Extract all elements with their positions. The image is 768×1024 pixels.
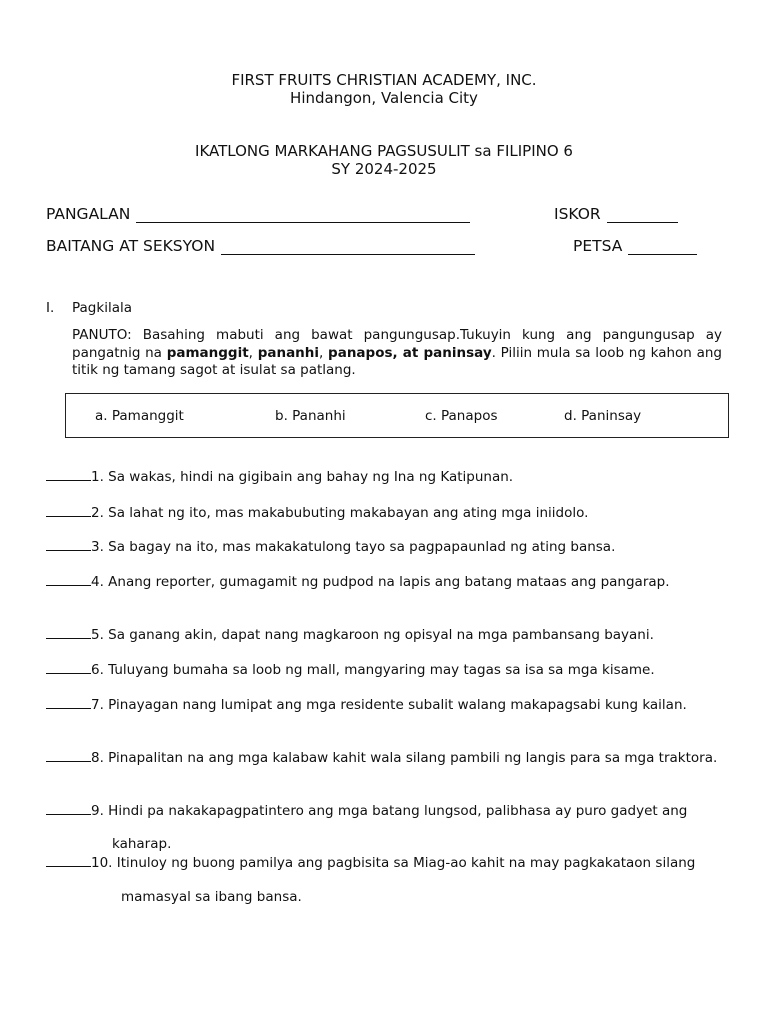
section-title: Pagkilala [72,300,132,316]
question-item-5 [46,625,722,645]
question-item-1 [46,467,722,487]
answer-blank[interactable] [46,801,91,815]
answer-blank[interactable] [46,537,91,551]
answer-blank[interactable] [46,572,91,586]
instructions-sep: , [319,344,329,361]
question-text: 9. Hindi pa nakakapagpatintero ang mga batang lungsod, palibhasa ay puro gadyet ang [91,803,688,819]
question-item-4 [46,572,722,592]
name-field[interactable] [46,205,470,223]
grade-section-field[interactable] [46,237,475,255]
choice-c: c. Panapos [425,408,498,424]
question-item-10-continuation: mamasyal sa ibang bansa. [121,889,302,905]
score-field[interactable] [554,205,678,223]
school-name: FIRST FRUITS CHRISTIAN ACADEMY, INC. [231,71,537,89]
instructions-text: . Piliin mula sa loob ng kahon ang titik ng tamang sagot at isulat sa patlang. [72,344,722,378]
score-label: ISKOR [554,205,601,223]
name-label: PANGALAN [46,205,131,223]
instructions-bold-pananhi: pananhi [257,344,320,361]
school-location: Hindangon, Valencia City [290,89,478,107]
question-text: 8. Pinapalitan na ang mga kalabaw kahit wala silang pambili ng langis para sa mga traktora. [91,750,718,766]
choice-d: d. Paninsay [564,408,642,424]
name-blank[interactable] [136,207,470,223]
question-item-3 [46,537,722,557]
instructions-bold-pamanggit: pamanggit [166,344,249,361]
section-number: I. [46,300,55,316]
answer-blank[interactable] [46,660,91,674]
question-item-6 [46,660,722,680]
date-field[interactable] [573,237,697,255]
question-item-9-continuation: kaharap. [112,836,172,852]
question-item-8 [46,748,722,768]
question-text: 2. Sa lahat ng ito, mas makabubuting makabayan ang ating mga iniidolo. [91,505,589,521]
question-text: 3. Sa bagay na ito, mas makakatulong tayo sa pagpapaunlad ng ating bansa. [91,539,616,555]
instructions-bold-panapos: panapos, at paninsay [328,344,492,361]
question-text: 4. Anang reporter, gumagamit ng pudpod na lapis ang batang mataas ang pangarap. [91,574,670,590]
school-year: SY 2024-2025 [331,160,437,178]
question-item-7 [46,695,722,715]
answer-blank[interactable] [46,695,91,709]
choices-box [65,393,729,438]
question-text: 6. Tuluyang bumaha sa loob ng mall, mangyaring may tagas sa isa sa mga kisame. [91,662,655,678]
question-text: 7. Pinayagan nang lumipat ang mga residente subalit walang makapagsabi kung kailan. [91,697,687,713]
question-item-9 [46,801,722,821]
date-blank[interactable] [628,239,697,255]
instructions-text: PANUTO: Basahing mabuti ang bawat pangungusap.Tukuyin kung ang pangungusap ay pangatnig na [72,327,722,361]
question-text: 5. Sa ganang akin, dapat nang magkaroon ng opisyal na mga pambansang bayani. [91,627,654,643]
question-item-2 [46,503,722,523]
instructions [72,327,722,380]
question-text: 1. Sa wakas, hindi na gigibain ang bahay ng Ina ng Katipunan. [91,469,514,485]
answer-blank[interactable] [46,853,91,867]
exam-title: IKATLONG MARKAHANG PAGSUSULIT sa FILIPINO 6 [195,142,573,160]
choice-b: b. Pananhi [275,408,346,424]
choice-a: a. Pamanggit [95,408,184,424]
answer-blank[interactable] [46,748,91,762]
date-label: PETSA [573,237,623,255]
instructions-sep: , [248,344,258,361]
answer-blank[interactable] [46,467,91,481]
answer-blank[interactable] [46,503,91,517]
grade-section-blank[interactable] [221,239,475,255]
grade-section-label: BAITANG AT SEKSYON [46,237,216,255]
answer-blank[interactable] [46,625,91,639]
question-item-10 [46,853,722,873]
question-text: 10. Itinuloy ng buong pamilya ang pagbisita sa Miag-ao kahit na may pagkakataon silang [91,855,696,871]
score-blank[interactable] [607,207,678,223]
